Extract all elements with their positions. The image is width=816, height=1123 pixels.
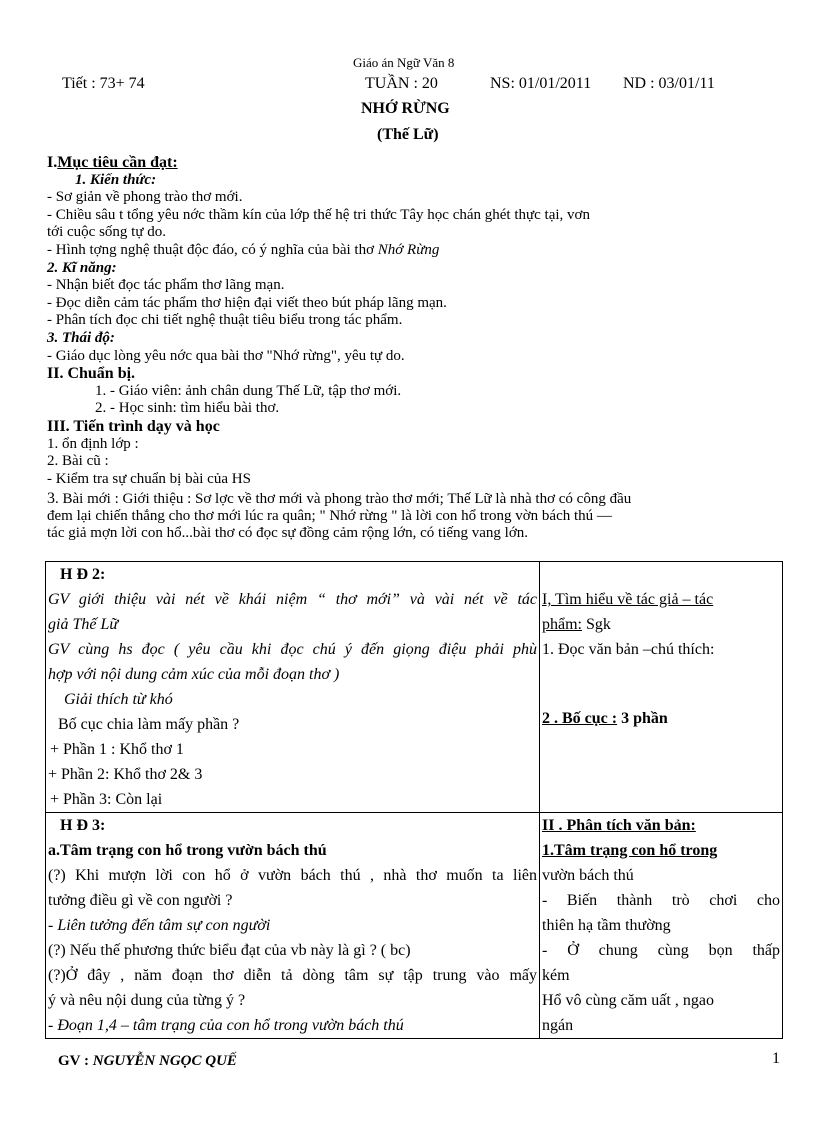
content-cell	[540, 813, 783, 1039]
prep-item: 2. - Học sinh: tìm hiểu bài thơ.	[95, 400, 280, 417]
new-lesson-line: đem lại chiến thắng cho thơ mới lúc ra quân; " Nhớ rừng " là lời con hổ trong vờn bách thú —	[47, 507, 612, 524]
answer-line: + Phần 1 : Khổ thơ 1	[50, 741, 184, 758]
content-line: vườn bách thú	[542, 867, 634, 884]
knowledge-item: - Chiều sâu t tổng yêu nớc thầm kín của lớp thế hệ tri thức Tây học chán ghét thực tại, vơn	[47, 206, 590, 223]
section1-heading: I.Mục tiêu cần đạt:	[47, 154, 178, 171]
content-line	[540, 662, 782, 687]
attitude-item: - Giáo dục lòng yêu nớc qua bài thơ "Nhớ rừng", yêu tự do.	[47, 347, 405, 364]
content-line	[540, 562, 782, 587]
section1-heading-visible: Mục tiêu cần đạt:	[57, 154, 178, 171]
question-line: (?)Ở đây , năm đoạn thơ diễn tả dòng tâm sự tập trung vào mấy	[48, 967, 537, 984]
content-line	[540, 781, 782, 806]
table-row	[46, 562, 783, 813]
content-line	[540, 731, 782, 756]
lesson-period: Tiết : 73+ 74	[62, 75, 145, 92]
prep-item: 1. - Giáo viên: ảnh chân dung Thế Lữ, tập thơ mới.	[95, 382, 402, 399]
answer-line: + Phần 2: Khổ thơ 2& 3	[48, 766, 203, 783]
content-line: - Biến thành trò chơi cho	[542, 892, 780, 909]
content-line: thiên hạ tầm thường	[542, 917, 671, 934]
procedure-item: 1. ổn định lớp :	[47, 435, 139, 452]
knowledge-item: - Sơ giản về phong trào thơ mới.	[47, 189, 243, 206]
teacher-note: GV cùng hs đọc ( yêu cầu khi đọc chú ý đến giọng điệu phải phù	[48, 641, 537, 658]
prepare-date: NS: 01/01/2011	[490, 75, 592, 92]
lesson-objectives	[47, 154, 787, 543]
activity-cell	[46, 813, 540, 1039]
content-layout: 2 . Bố cục : 3 phần	[542, 710, 668, 727]
new-lesson-line: tác giả mợn lời con hổ...bài thơ có đọc sự đồng cảm rộng lớn, có tiếng vang lớn.	[47, 525, 529, 542]
footer-teacher-label: GV :	[58, 1053, 93, 1069]
content-heading: 1.Tâm trạng con hổ trong	[542, 842, 718, 859]
section3-heading: III. Tiến trình dạy và học	[47, 417, 220, 435]
teacher-note: Giải thích từ khó	[64, 691, 173, 708]
attitude-heading: 3. Thái độ:	[47, 329, 115, 346]
content-line: ngán	[542, 1017, 574, 1034]
activity-cell	[46, 562, 540, 813]
question-line: ý và nêu nội dung của từng ý ?	[48, 992, 246, 1009]
skills-heading: 2. Kĩ năng:	[47, 259, 117, 276]
subject-header: Giáo án Ngữ Văn 8	[353, 55, 455, 70]
poem-title: NHỚ RỪNG	[361, 100, 450, 117]
skills-item: - Đọc diễn cảm tác phẩm thơ hiện đại viết theo bút pháp lãng mạn.	[47, 294, 447, 311]
question-line: Bố cục chia làm mấy phần ?	[58, 716, 240, 733]
new-lesson-line: 3. Bài mới : Giới thiệu : Sơ lợc về thơ mới và phong trào thơ mới; Thế Lữ là nhà thơ có công đầu	[47, 490, 632, 508]
procedure-item: - Kiểm tra sự chuẩn bị bài của HS	[47, 470, 251, 487]
teach-date: ND : 03/01/11	[623, 75, 715, 92]
section2-heading: II. Chuẩn bị.	[47, 365, 136, 383]
answer-line: - Liên tưởng đến tâm sự con người	[48, 917, 271, 934]
answer-line: - Đoạn 1,4 – tâm trạng của con hổ trong vườn bách thú	[48, 1017, 404, 1034]
knowledge-item: tới cuộc sống tự do.	[47, 224, 166, 241]
knowledge-heading: 1. Kiến thức:	[75, 171, 157, 188]
page-number: 1	[772, 1050, 780, 1067]
question-line: (?) Khi mượn lời con hổ ở vườn bách thú , nhà thơ muốn ta liên	[48, 867, 537, 884]
content-heading: I, Tìm hiểu về tác giả – tác	[542, 591, 714, 608]
week-number: TUẦN : 20	[365, 75, 438, 92]
content-heading: II . Phân tích văn bản:	[542, 817, 696, 834]
poem-name: Nhớ Rừng	[377, 241, 440, 258]
skills-item: - Nhận biết đọc tác phẩm thơ lãng mạn.	[47, 277, 285, 294]
content-line: Hổ vô cùng căm uất , ngao	[542, 992, 714, 1009]
teacher-note: hợp với nội dung cảm xúc của mỗi đoạn thơ )	[48, 666, 340, 683]
content-heading: phẩm: Sgk	[542, 616, 611, 633]
subsection-heading: a.Tâm trạng con hổ trong vườn bách thú	[48, 842, 327, 859]
table-row	[46, 813, 783, 1039]
activity-heading: H Đ 2:	[60, 566, 106, 583]
procedure-item: 2. Bài cũ :	[47, 453, 109, 470]
teacher-note: giả Thế Lữ	[48, 616, 119, 633]
activity-heading: H Đ 3:	[60, 817, 106, 834]
poem-author: (Thế Lữ)	[377, 126, 439, 143]
lesson-table	[45, 561, 783, 1039]
footer-teacher	[58, 1053, 237, 1070]
footer-teacher-name: NGUYỄN NGỌC QUẾ	[92, 1053, 237, 1069]
content-line: kém	[542, 967, 570, 984]
question-line: tưởng điều gì về con người ?	[48, 892, 233, 909]
content-line: - Ở chung cùng bọn thấp	[542, 942, 780, 959]
content-read: 1. Đọc văn bản –chú thích:	[542, 641, 715, 658]
question-line: (?) Nếu thế phương thức biểu đạt của vb này là gì ? ( bc)	[48, 942, 411, 959]
skills-item: - Phân tích đọc chi tiết nghệ thuật tiêu biểu trong tác phẩm.	[47, 312, 403, 329]
teacher-note: GV giới thiệu vài nét về khái niệm “ thơ mới” và vài nét về tác	[48, 591, 537, 608]
content-cell	[540, 562, 783, 813]
answer-line: + Phần 3: Còn lại	[50, 791, 163, 808]
knowledge-item-art: - Hình tợng nghệ thuật độc đáo, có ý nghĩa của bài thơ Nhớ Rừng	[47, 241, 440, 258]
content-line	[540, 756, 782, 781]
